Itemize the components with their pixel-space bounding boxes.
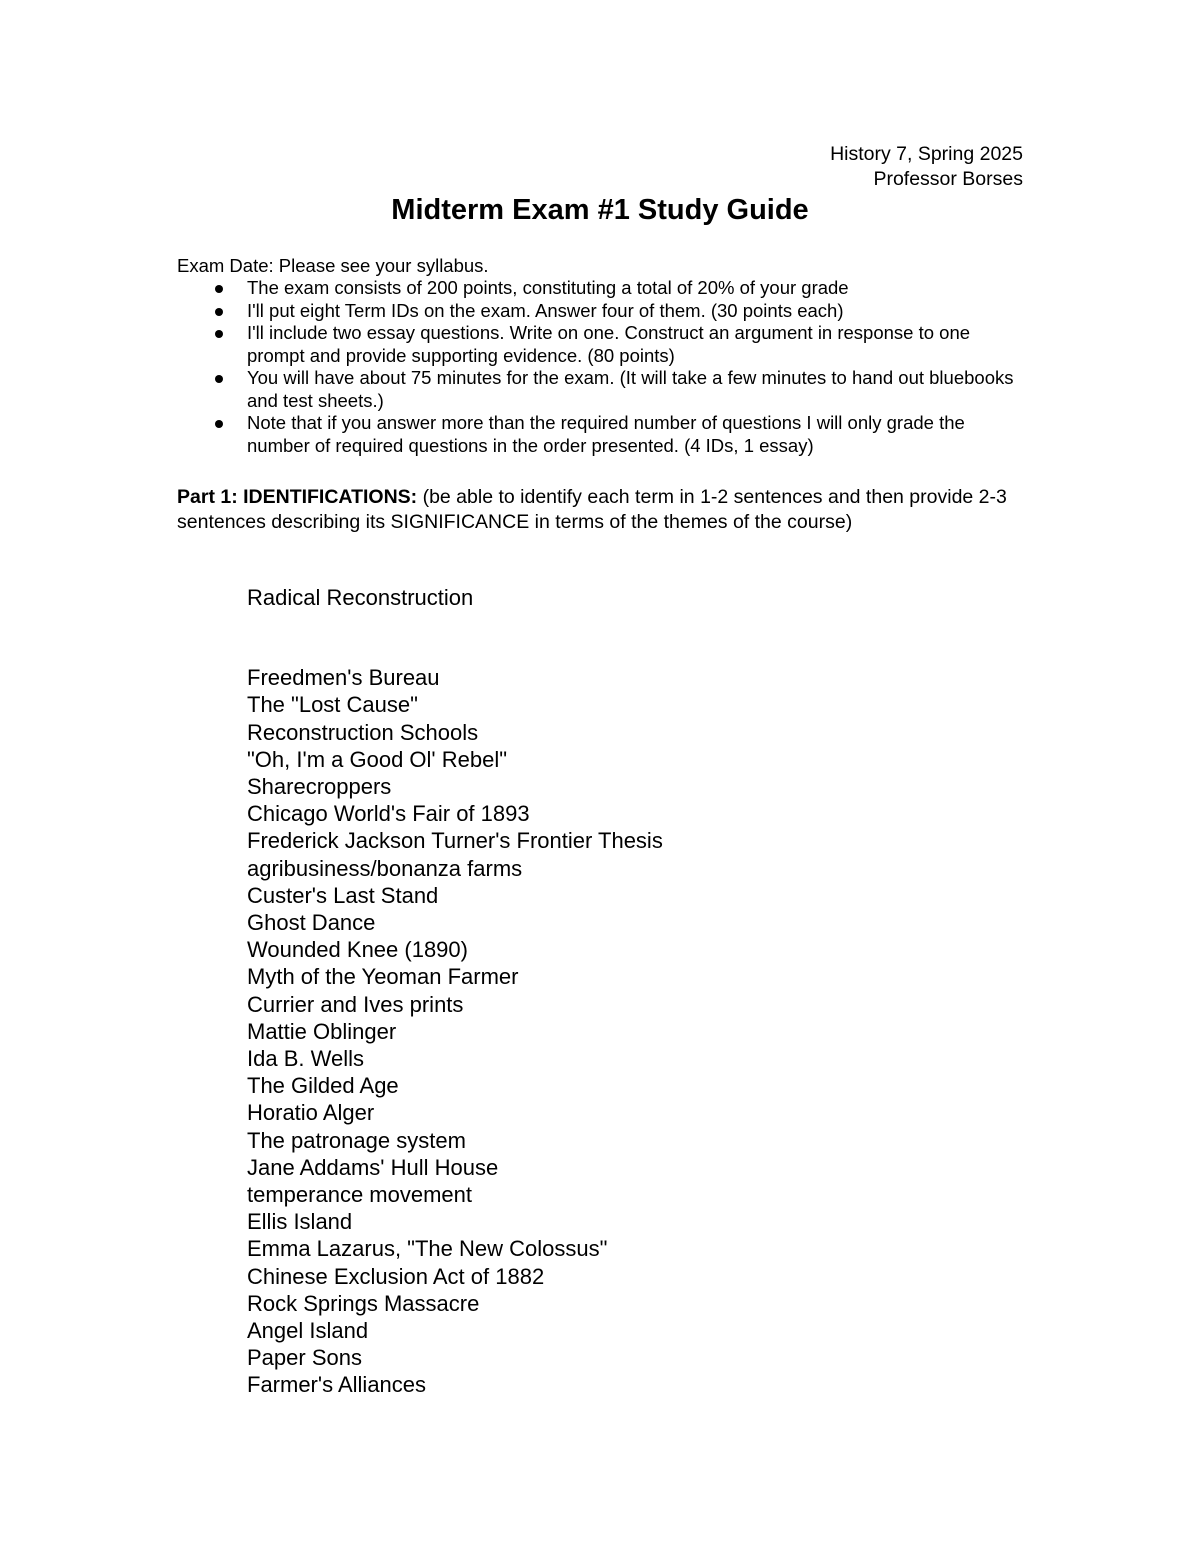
term-item: Frederick Jackson Turner's Frontier Thesis: [247, 828, 663, 854]
term-item: "Oh, I'm a Good Ol' Rebel": [247, 746, 508, 772]
professor-name: Professor Borses: [873, 168, 1023, 190]
bullet-icon: [215, 420, 223, 428]
term-item: Sharecroppers: [247, 774, 392, 800]
term-item: Ellis Island: [247, 1209, 353, 1235]
list-item: [177, 300, 1027, 323]
bullet-icon: [215, 330, 223, 338]
list-item: [177, 277, 1027, 300]
term-item: Horatio Alger: [247, 1100, 375, 1126]
list-item: [177, 322, 1027, 367]
exam-date: Exam Date: Please see your syllabus.: [177, 255, 489, 276]
bullet-icon: [215, 285, 223, 293]
list-item: [177, 412, 1027, 457]
term-item: Jane Addams' Hull House: [247, 1154, 499, 1180]
term-item: agribusiness/bonanza farms: [247, 855, 523, 881]
term-item: Rock Springs Massacre: [247, 1290, 480, 1316]
term-item: Freedmen's Bureau: [247, 665, 440, 691]
term-item: Emma Lazarus, "The New Colossus": [247, 1236, 608, 1262]
list-item: [177, 367, 1027, 412]
term-item: temperance movement: [247, 1182, 472, 1208]
page-title: Midterm Exam #1 Study Guide: [391, 194, 809, 226]
part1-description: (be able to identify each term in 1-2 sentences and then provide 2-3 sentences describing its SIGNIFICANCE in terms of the themes of the course): [177, 486, 1007, 533]
part1-heading: [177, 485, 1007, 535]
bullet-icon: [215, 308, 223, 316]
term-item: Mattie Oblinger: [247, 1018, 397, 1044]
term-item: Myth of the Yeoman Farmer: [247, 964, 519, 990]
term-item: Radical Reconstruction: [247, 585, 474, 610]
list-item-text: I'll put eight Term IDs on the exam. Answer four of them. (30 points each): [247, 299, 844, 321]
terms-list: [247, 584, 663, 1399]
list-item-text: Note that if you answer more than the required number of questions I will only grade the number of required questions in the order presented. (4 IDs, 1 essay): [247, 412, 965, 456]
term-item: Currier and Ives prints: [247, 991, 464, 1017]
term-item: Paper Sons: [247, 1345, 362, 1371]
term-item: Custer's Last Stand: [247, 882, 439, 908]
exam-info-list: [177, 277, 1027, 457]
term-item: Ghost Dance: [247, 910, 376, 936]
term-item: Wounded Knee (1890): [247, 937, 468, 963]
term-item: The Gilded Age: [247, 1073, 399, 1099]
course-header: [830, 142, 1023, 192]
part1-label: Part 1: IDENTIFICATIONS:: [177, 486, 418, 508]
term-item: The "Lost Cause": [247, 692, 418, 718]
course-name: History 7, Spring 2025: [830, 143, 1023, 165]
bullet-icon: [215, 375, 223, 383]
term-item: Angel Island: [247, 1318, 369, 1344]
term-item: Chicago World's Fair of 1893: [247, 801, 530, 827]
term-item: The patronage system: [247, 1127, 466, 1153]
list-item-text: The exam consists of 200 points, constituting a total of 20% of your grade: [247, 277, 849, 298]
term-item: Reconstruction Schools: [247, 719, 479, 745]
list-item-text: You will have about 75 minutes for the exam. (It will take a few minutes to hand out bluebooks and test sheets.): [247, 367, 1014, 411]
term-item: Chinese Exclusion Act of 1882: [247, 1263, 545, 1289]
term-item: Ida B. Wells: [247, 1046, 364, 1072]
list-item-text: I'll include two essay questions. Write on one. Construct an argument in response to one prompt and provide supporting evidence. (80 points): [247, 322, 971, 366]
term-item: Farmer's Alliances: [247, 1372, 427, 1398]
